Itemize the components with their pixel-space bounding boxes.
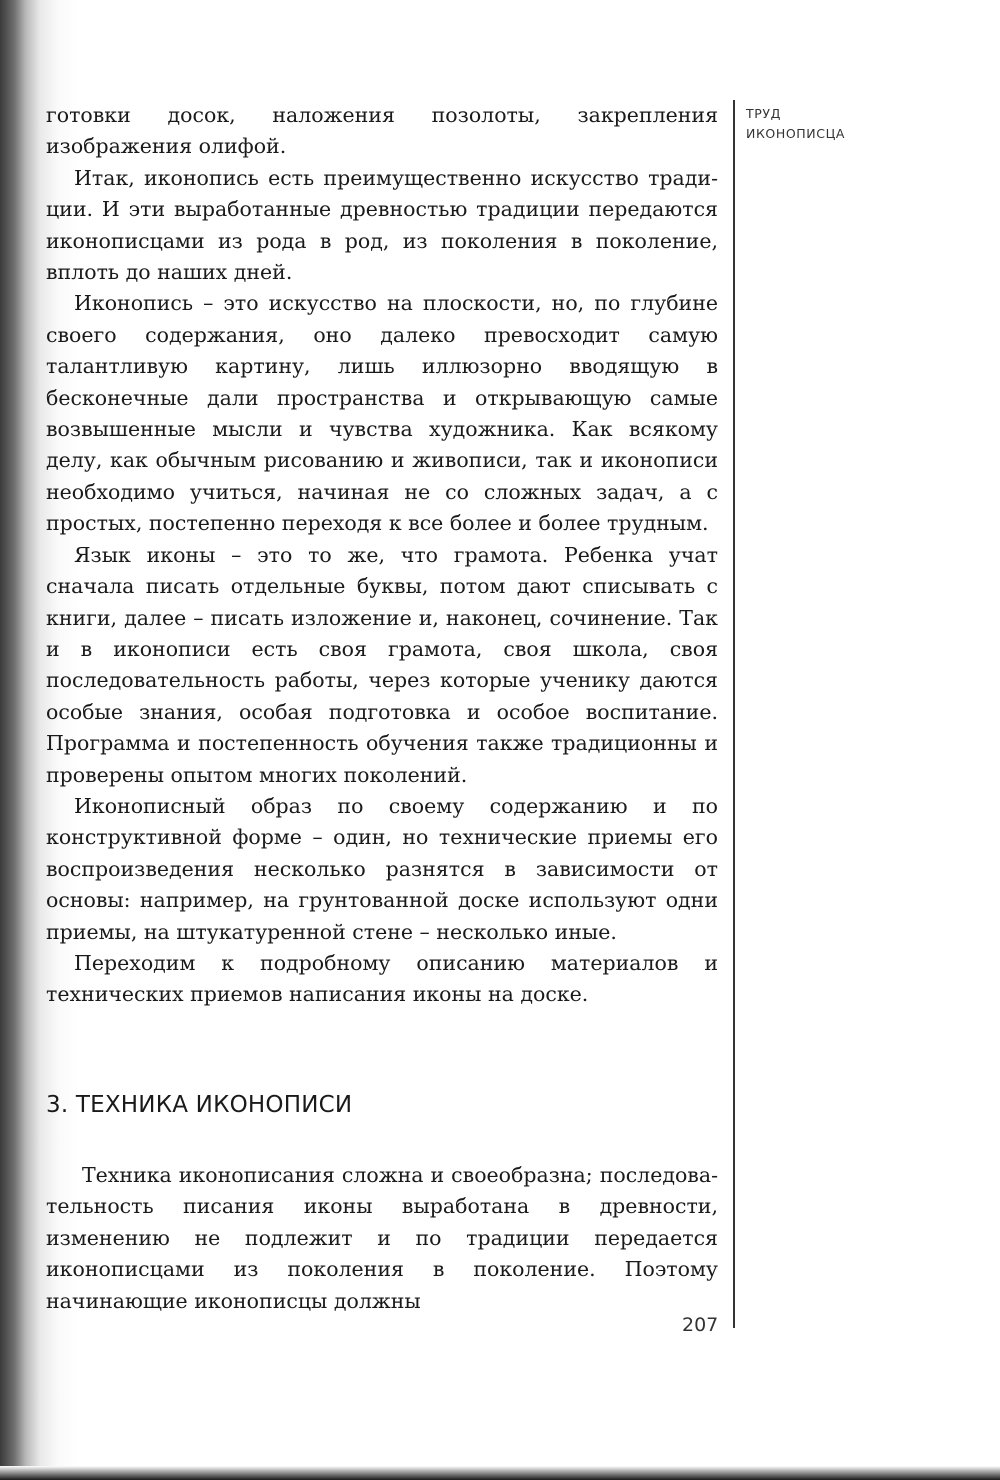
paragraph: Иконописный образ по своему содержанию и по конструктивной форме – один, но технические приемы его воспроизведения несколько разнятся в зависимости от основы: например, на грунтованной доске используют одни приемы, на штукатуренной стене – несколько иные. xyxy=(46,793,718,944)
paragraph: Итак, иконопись есть преимущественно искусство традиции. И эти выработанные древностью традиции передаются иконописцами из рода в род, из поколения в поколение, вплоть до наших дней. xyxy=(46,165,718,285)
section-heading: 3. ТЕХНИКА ИКОНОПИСИ xyxy=(46,1092,353,1118)
page-bottom-shadow xyxy=(0,1466,1000,1480)
paragraph: Переходим к подробному описанию материалов и технических приемов написания иконы на доске. xyxy=(46,950,718,1007)
page-number: 207 xyxy=(682,1314,719,1336)
running-head-line-2: ИКОНОПИСЦА xyxy=(746,126,846,141)
vertical-rule xyxy=(733,100,735,1328)
running-head xyxy=(746,104,845,144)
paragraph: Язык иконы – это то же, что грамота. Ребенка учат сначала писать отдельные буквы, потом дают списывать с книги, далее – писать изложение и, наконец, сочинение. Так и в иконописи есть своя грамота, своя школа, своя последовательность работы, через которые ученику даются особые знания, особая подготовка и особое воспитание. Программа и постепенность обучения также традиционны и проверены опытом многих поколений. xyxy=(46,542,718,787)
section-paragraph: Техника иконописания сложна и своеобразна; последовательность писания иконы выработана в древности, изменению не подлежит и по традиции передается иконописцами из поколения в поколение. Поэтому начинающие иконописцы должны xyxy=(46,1163,718,1313)
paragraph-continued: готовки досок, наложения позолоты, закрепления изображения олифой. xyxy=(46,103,718,159)
main-text-block xyxy=(46,100,718,1011)
section-text-block xyxy=(46,1160,718,1317)
paragraph: Иконопись – это искусство на плоскости, но, по глубине своего содержания, оно далеко превосходит самую талантливую картину, лишь иллюзорно вводящую в бесконечные дали пространства и открывающую самые возвышенные мысли и чувства художника. Как всякому делу, как обычным рисованию и живописи, так и иконописи необходимо учиться, начиная не со сложных задач, а с простых, постепенно переходя к все более и более трудным. xyxy=(46,291,718,536)
running-head-line-1: ТРУД xyxy=(746,106,781,121)
